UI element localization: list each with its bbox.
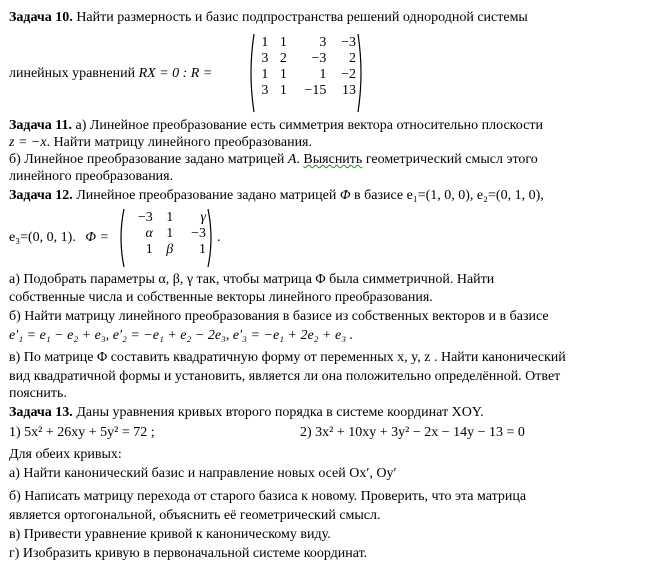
task11-a2-formula: z = −x <box>9 135 47 150</box>
task12-l1-post: в базисе e₁=(1, 0, 0), e₂=(0, 1, 0), <box>350 188 544 203</box>
matrix-cell: 1 <box>279 83 287 98</box>
matrix-row <box>253 35 359 51</box>
task13-both: Для обеих кривых: <box>9 447 122 462</box>
task11-heading: Задача 11. <box>9 118 73 133</box>
matrix-row <box>123 226 209 242</box>
task10-heading: Задача 10. <box>9 10 73 25</box>
matrix-cell: 1 <box>166 210 174 225</box>
task12-phi: Φ <box>339 188 351 203</box>
task12-a1: а) Подобрать параметры α, β, γ так, чтобы матрица Φ была симметричной. Найти <box>9 272 495 287</box>
task12-b1: б) Найти матрицу линейного преобразования в базисе из собственных векторов и в базисе <box>9 309 549 324</box>
task13-line1 <box>9 405 484 421</box>
matrix-row <box>123 210 209 226</box>
task11-b1-sym: A <box>287 152 297 167</box>
task13-b2: является ортогональной, объяснить её геометрический смысл. <box>9 508 381 523</box>
matrix-row <box>253 83 359 99</box>
matrix-row <box>253 67 359 83</box>
matrix-cell: 3 <box>261 51 269 66</box>
task11-line3 <box>9 152 538 168</box>
matrix-cell: 2 <box>279 51 287 66</box>
matrix-cell: −3 <box>137 210 153 225</box>
task11-b1-post: геометрический смысл этого <box>362 152 538 167</box>
matrix-cell: −3 <box>191 226 206 241</box>
task13-heading: Задача 13. <box>9 405 73 420</box>
task12-a2: собственные числа и собственные векторы линейного преобразования. <box>9 290 433 305</box>
task12-e3: e₃=(0, 0, 1). <box>9 230 76 245</box>
task12-matrix <box>117 208 215 268</box>
task10-matrix <box>247 33 365 113</box>
matrix-cell: 1 <box>145 242 153 257</box>
task11-line1 <box>9 118 543 134</box>
task11-a2-text: . Найти матрицу линейного преобразования. <box>46 135 312 150</box>
task13-eq2: 2) 3x² + 10xy + 3y² − 2x − 14y − 13 = 0 <box>300 425 525 440</box>
matrix-cell: γ <box>200 210 206 225</box>
task11-b1-wavy: Выяснить <box>303 152 363 167</box>
task12-heading: Задача 12. <box>9 188 73 203</box>
task10-line2-text: линейных уравнений <box>9 66 136 81</box>
matrix-cell: 1 <box>199 242 206 257</box>
matrix-cell: 1 <box>279 67 287 82</box>
task12-c1: в) По матрице Φ составить квадратичную форму от переменных x, y, z . Найти канонический <box>9 350 566 365</box>
task12-c3: пояснить. <box>9 386 67 401</box>
task12-line1 <box>9 188 544 204</box>
task13-b1: б) Написать матрицу перехода от старого базиса к новому. Проверить, что эта матрица <box>9 489 527 504</box>
task12-c2: вид квадратичной формы и установить, является ли она положительно определённой. Ответ <box>9 369 561 384</box>
matrix-cell: 1 <box>279 35 287 50</box>
matrix-cell: 13 <box>342 83 356 98</box>
task12-l1-pre: Линейное преобразование задано матрицей <box>72 188 340 203</box>
task13-c: в) Привести уравнение кривой к каноническому виду. <box>9 527 331 542</box>
matrix-cell: −15 <box>304 83 327 98</box>
matrix-cell: β <box>166 242 174 257</box>
matrix-row <box>253 51 359 67</box>
matrix-cell: −2 <box>341 67 356 82</box>
task12-matrix-dot: . <box>217 230 221 245</box>
task11-b1-pre: б) Линейное преобразование задано матрицей <box>9 152 288 167</box>
task11-a1: а) Линейное преобразование есть симметрия вектора относительно плоскости <box>75 118 543 133</box>
matrix-cell: 1 <box>319 67 327 82</box>
task12-phi-eq: Φ = <box>85 230 109 245</box>
task13-l1: Даны уравнения кривых второго порядка в системе координат XOY. <box>72 405 484 420</box>
task11-b2: линейного преобразования. <box>9 169 174 184</box>
matrix-table <box>253 35 359 99</box>
matrix-cell: α <box>145 226 153 241</box>
task12-b2: e′₁ = e₁ − e₂ + e₃, e′₂ = −e₁ + e₂ − 2e₃, e′₃ = −e₁ + 2e₂ + e₃ . <box>9 328 354 343</box>
task11-b1-mid: . <box>296 152 304 167</box>
task11-line2 <box>9 135 312 151</box>
task10-line1 <box>9 10 528 26</box>
task13-eq1: 1) 5x² + 26xy + 5y² = 72 ; <box>9 425 155 440</box>
matrix-cell: 1 <box>166 226 174 241</box>
matrix-cell: −3 <box>311 51 327 66</box>
matrix-table <box>123 210 209 258</box>
task13-d: г) Изобразить кривую в первоначальной системе координат. <box>9 546 368 561</box>
task11-line4 <box>9 169 173 185</box>
matrix-cell: 1 <box>261 35 269 50</box>
task13-a: а) Найти канонический базис и направление новых осей Ox′, Oy′ <box>9 466 397 481</box>
matrix-cell: 3 <box>261 83 269 98</box>
task10-text: Найти размерность и базис подпространства решений однородной системы <box>76 10 528 25</box>
matrix-cell: −3 <box>341 35 356 50</box>
task10-line2 <box>9 66 212 82</box>
matrix-cell: 2 <box>349 51 356 66</box>
matrix-cell: 3 <box>319 35 327 50</box>
task10-formula: RX = 0 : R = <box>138 66 213 81</box>
matrix-cell: 1 <box>261 67 269 82</box>
matrix-row <box>123 242 209 258</box>
task12-line2 <box>9 230 109 246</box>
